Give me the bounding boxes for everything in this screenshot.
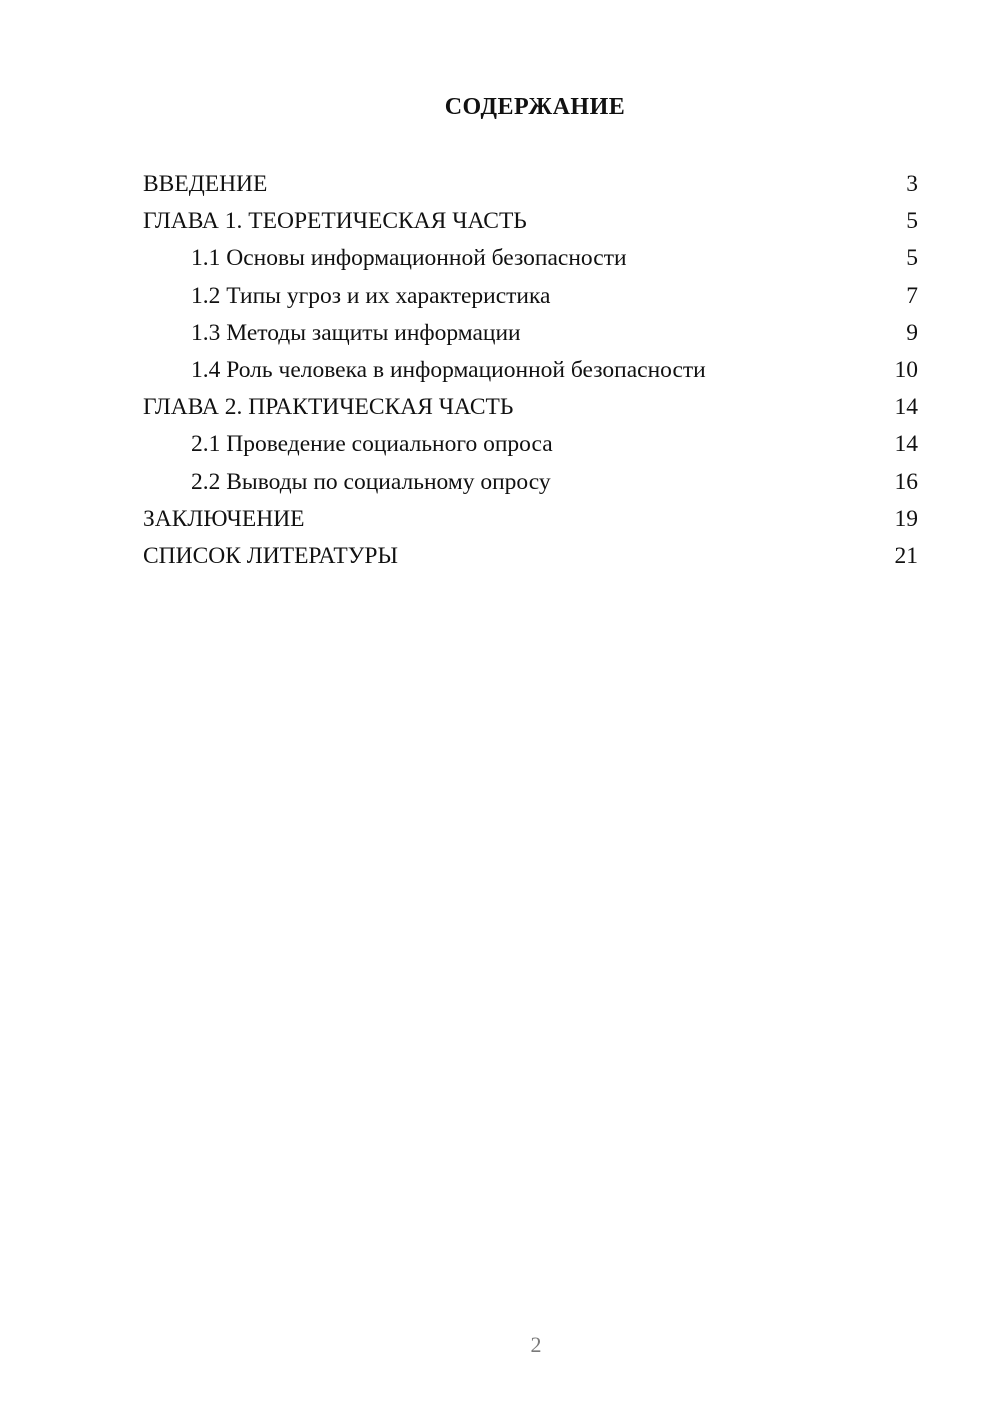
toc-entry-page: 3 [906,171,918,197]
toc-entry-page: 10 [894,356,918,383]
toc-title: СОДЕРЖАНИЕ [444,94,626,120]
toc-entry-label: ВВЕДЕНИЕ [143,171,268,197]
toc-entry-section-1-1 [143,240,918,277]
toc-entry-conclusion [143,501,918,538]
toc-entry-page: 19 [894,505,918,532]
toc-entry-references [143,538,918,575]
toc-entry-page: 5 [906,208,918,235]
toc-entry-chapter-2 [143,389,918,426]
page-number: 2 [530,1332,542,1357]
toc-entry-label: 1.4 Роль человека в информационной безопасности [191,356,706,383]
toc-entry-section-2-2 [143,464,918,501]
toc-entry-label: 2.2 Выводы по социальному опросу [191,468,551,495]
toc-entry-label: СПИСОК ЛИТЕРАТУРЫ [143,542,398,569]
toc-entry-label: ЗАКЛЮЧЕНИЕ [143,505,305,532]
toc-entry-section-1-4 [143,352,918,389]
toc-entry-page: 9 [906,319,918,346]
toc-entry-page: 16 [894,468,918,495]
toc-entry-page: 21 [894,542,918,569]
toc-entry-label: 1.3 Методы защиты информации [191,319,521,346]
table-of-contents [143,166,918,575]
toc-entry-label: ГЛАВА 2. ПРАКТИЧЕСКАЯ ЧАСТЬ [143,394,514,421]
toc-entry-label: ГЛАВА 1. ТЕОРЕТИЧЕСКАЯ ЧАСТЬ [143,208,527,235]
toc-entry-section-1-3 [143,315,918,352]
toc-entry-label: 1.2 Типы угроз и их характеристика [191,282,551,309]
toc-entry-section-2-1 [143,426,918,463]
toc-entry-chapter-1 [143,203,918,240]
toc-entry-section-1-2 [143,278,918,315]
toc-entry-page: 7 [906,282,918,309]
toc-entry-label: 2.1 Проведение социального опроса [191,431,553,458]
toc-entry-page: 5 [906,245,918,272]
toc-entry-page: 14 [894,394,918,421]
toc-entry-page: 14 [894,431,918,458]
toc-entry-introduction [143,166,918,203]
toc-entry-label: 1.1 Основы информационной безопасности [191,245,627,272]
